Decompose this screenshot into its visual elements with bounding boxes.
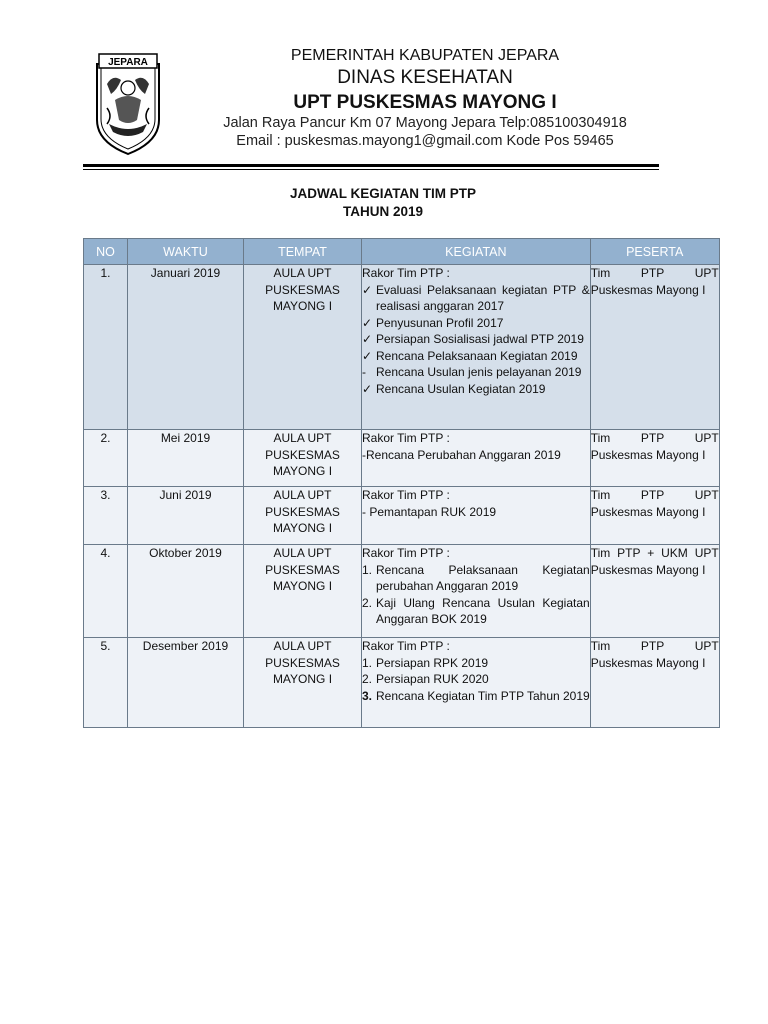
kegiatan-text: Rencana Usulan jenis pelayanan 2019 — [376, 365, 582, 379]
item-number: 1. — [362, 562, 373, 577]
header-email: Email : puskesmas.mayong1@gmail.com Kode Pos 59465 — [236, 133, 614, 149]
cell-kegiatan — [362, 430, 591, 487]
cell-no: 2. — [84, 430, 128, 487]
tempat-line: MAYONG I — [272, 579, 333, 593]
tempat-line: AULA UPT — [273, 546, 332, 560]
kegiatan-text: Rencana Kegiatan Tim PTP Tahun 2019 — [376, 688, 590, 703]
cell-no: 5. — [84, 638, 128, 728]
kegiatan-heading: Rakor Tim PTP : — [362, 639, 450, 653]
peserta-line: Tim PTP UPT — [590, 431, 719, 445]
peserta-line: Tim PTP UPT — [590, 488, 719, 502]
header-government: PEMERINTAH KABUPATEN JEPARA — [290, 47, 560, 64]
kegiatan-heading: Rakor Tim PTP : — [362, 266, 450, 280]
tempat-line: MAYONG I — [272, 299, 333, 313]
peserta-line: Tim PTP UPT — [590, 266, 719, 280]
table-row — [84, 545, 720, 638]
jepara-emblem — [93, 50, 163, 156]
kegiatan-text: - Pemantapan RUK 2019 — [362, 504, 497, 519]
peserta-line: Tim PTP + UKM UPT — [590, 546, 719, 560]
kegiatan-text: Penyusunan Profil 2017 — [376, 315, 504, 330]
kegiatan-item — [362, 688, 590, 705]
peserta-line: Puskesmas Mayong I — [590, 504, 706, 519]
cell-kegiatan — [362, 487, 591, 545]
cell-tempat — [244, 638, 362, 728]
item-number: 2. — [362, 595, 373, 610]
tempat-line: PUSKESMAS — [265, 562, 340, 577]
check-icon: ✓ — [362, 348, 373, 363]
kegiatan-item — [362, 282, 590, 315]
kegiatan-text: Persiapan Sosialisasi jadwal PTP 2019 — [376, 332, 584, 346]
kegiatan-heading: Rakor Tim PTP : — [362, 431, 450, 445]
kegiatan-item — [362, 595, 590, 628]
cell-peserta — [590, 265, 719, 430]
kegiatan-text: Kaji Ulang Rencana Usulan Kegiatan — [376, 595, 590, 610]
cell-tempat — [244, 265, 362, 430]
tempat-line: PUSKESMAS — [265, 282, 340, 297]
tempat-line: AULA UPT — [273, 266, 332, 280]
peserta-line: Puskesmas Mayong I — [590, 447, 706, 462]
kegiatan-text: realisasi anggaran 2017 — [376, 299, 505, 313]
schedule-table — [83, 238, 720, 728]
check-icon: ✓ — [362, 282, 373, 297]
col-header-kegiatan: KEGIATAN — [362, 239, 591, 265]
cell-no: 4. — [84, 545, 128, 638]
cell-peserta — [590, 487, 719, 545]
tempat-line: AULA UPT — [273, 639, 332, 653]
header-address: Jalan Raya Pancur Km 07 Mayong Jepara Telp:085100304918 — [223, 115, 627, 131]
cell-waktu: Oktober 2019 — [128, 545, 244, 638]
check-icon: ✓ — [362, 332, 373, 346]
table-row — [84, 430, 720, 487]
cell-peserta — [590, 430, 719, 487]
kegiatan-text: Rencana Pelaksanaan Kegiatan 2019 — [376, 348, 578, 363]
kegiatan-text: Persiapan RUK 2020 — [376, 672, 489, 686]
header-rule-thin — [83, 169, 659, 170]
kegiatan-text: Rencana Usulan Kegiatan 2019 — [376, 381, 546, 396]
item-number: 2. — [362, 672, 373, 686]
kegiatan-item — [362, 315, 590, 332]
document-title: JADWAL KEGIATAN TIM PTP — [289, 186, 476, 201]
kegiatan-text: Anggaran BOK 2019 — [376, 612, 487, 626]
check-icon: ✓ — [362, 381, 373, 396]
col-header-no: NO — [84, 239, 128, 265]
tempat-line: AULA UPT — [273, 488, 332, 502]
tempat-line: PUSKESMAS — [265, 655, 340, 670]
tempat-line: MAYONG I — [272, 464, 333, 478]
dash-icon: - — [362, 365, 366, 379]
col-header-tempat: TEMPAT — [244, 239, 362, 265]
item-number: 3. — [362, 688, 373, 703]
cell-waktu: Juni 2019 — [128, 487, 244, 545]
kegiatan-item — [362, 331, 590, 348]
cell-kegiatan — [362, 265, 591, 430]
header-unit: UPT PUSKESMAS MAYONG I — [293, 92, 557, 113]
item-number: 1. — [362, 655, 373, 670]
kegiatan-heading: Rakor Tim PTP : — [362, 546, 450, 560]
cell-no: 3. — [84, 487, 128, 545]
tempat-line: PUSKESMAS — [265, 504, 340, 519]
kegiatan-item — [362, 348, 590, 365]
tempat-line: MAYONG I — [272, 672, 333, 686]
tempat-line: MAYONG I — [272, 521, 333, 535]
table-row — [84, 487, 720, 545]
tempat-line: PUSKESMAS — [265, 447, 340, 462]
table-row — [84, 638, 720, 728]
cell-tempat — [244, 430, 362, 487]
kegiatan-heading: Rakor Tim PTP : — [362, 488, 450, 502]
kegiatan-item — [362, 364, 590, 381]
peserta-line: Puskesmas Mayong I — [590, 655, 706, 670]
cell-peserta — [590, 545, 719, 638]
peserta-line: Puskesmas Mayong I — [590, 282, 706, 297]
kegiatan-item — [362, 655, 590, 672]
peserta-line: Tim PTP UPT — [590, 639, 719, 653]
kegiatan-item — [362, 671, 590, 688]
cell-tempat — [244, 487, 362, 545]
table-row — [84, 265, 720, 430]
emblem-text: JEPARA — [108, 57, 148, 68]
kegiatan-text: -Rencana Perubahan Anggaran 2019 — [362, 447, 561, 462]
kegiatan-text: Persiapan RPK 2019 — [376, 655, 489, 670]
cell-no: 1. — [84, 265, 128, 430]
peserta-line: Puskesmas Mayong I — [590, 562, 706, 577]
cell-peserta — [590, 638, 719, 728]
table-header-row — [84, 239, 720, 265]
document-year: TAHUN 2019 — [342, 204, 424, 219]
cell-waktu: Januari 2019 — [128, 265, 244, 430]
kegiatan-text: Evaluasi Pelaksanaan kegiatan PTP & — [376, 282, 590, 297]
header-agency: DINAS KESEHATAN — [337, 67, 513, 88]
kegiatan-text: perubahan Anggaran 2019 — [376, 579, 519, 593]
col-header-waktu: WAKTU — [128, 239, 244, 265]
tempat-line: AULA UPT — [273, 431, 332, 445]
cell-tempat — [244, 545, 362, 638]
kegiatan-item — [362, 562, 590, 595]
col-header-peserta: PESERTA — [590, 239, 719, 265]
kegiatan-item — [362, 381, 590, 398]
cell-kegiatan — [362, 638, 591, 728]
kegiatan-text: Rencana Pelaksanaan Kegiatan — [376, 562, 590, 577]
cell-waktu: Mei 2019 — [128, 430, 244, 487]
cell-waktu: Desember 2019 — [128, 638, 244, 728]
check-icon: ✓ — [362, 315, 373, 330]
header-rule-thick — [83, 164, 659, 167]
cell-kegiatan — [362, 545, 591, 638]
